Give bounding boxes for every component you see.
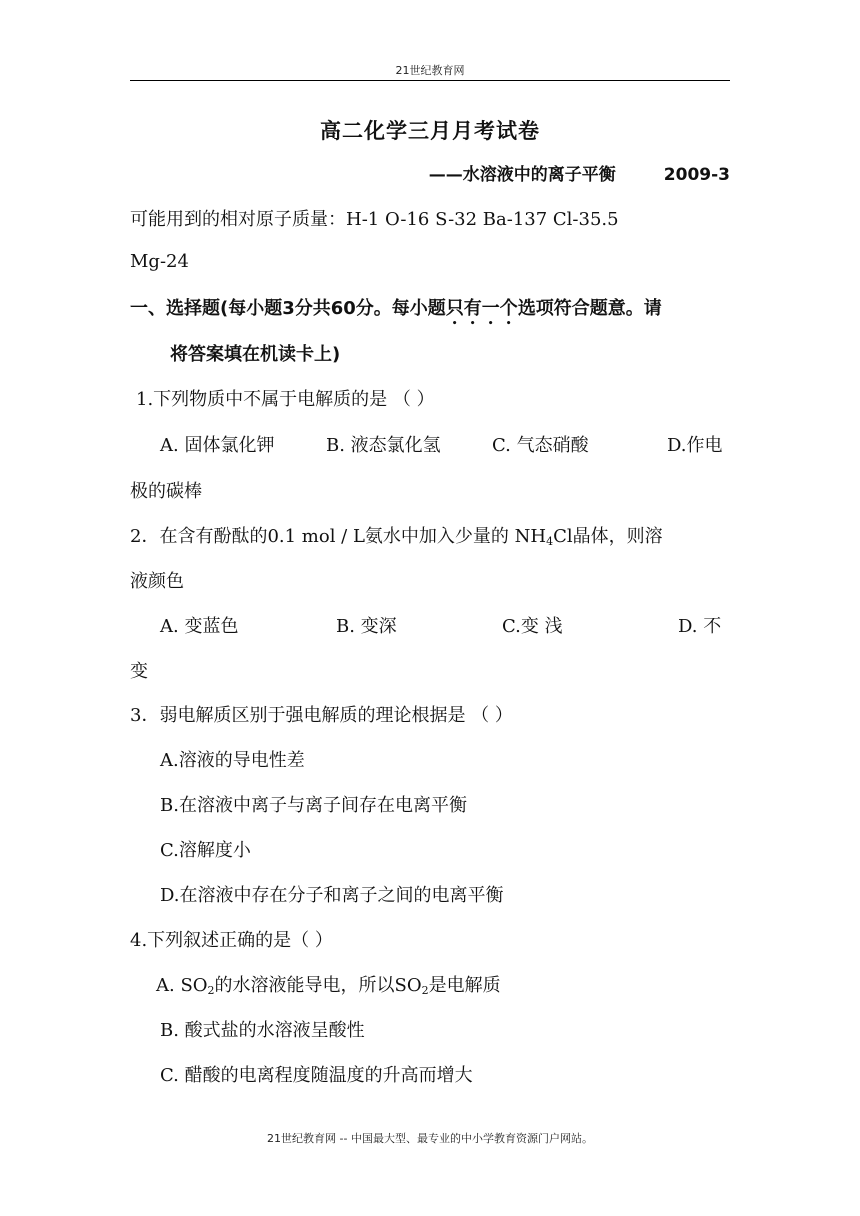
q1-option-a: A. 固体氯化钾 bbox=[160, 435, 275, 456]
page-footer: 21世纪教育网 -- 中国最大型、最专业的中小学教育资源门户网站。 bbox=[267, 1132, 593, 1145]
q2-option-a: A. 变蓝色 bbox=[160, 616, 239, 637]
q1-option-c: C. 气态硝酸 bbox=[492, 435, 589, 456]
q4-option-a-post: 是电解质 bbox=[428, 975, 501, 996]
q3-option-c: C.溶解度小 bbox=[160, 840, 251, 861]
q1-stem: 1.下列物质中不属于电解质的是 （ ） bbox=[136, 389, 435, 410]
q3-option-a: A.溶液的导电性差 bbox=[160, 750, 305, 771]
q2-stem-pre: 2．在含有酚酞的0.1 mol / L氨水中加入少量的 NH bbox=[130, 526, 547, 547]
q3-option-b: B.在溶液中离子与离子间存在电离平衡 bbox=[160, 795, 467, 816]
q2-stem-sub: 4 bbox=[546, 535, 554, 548]
q4-option-a bbox=[156, 971, 501, 997]
q2-option-b: B. 变深 bbox=[336, 616, 397, 637]
header-rule bbox=[130, 80, 730, 81]
atomic-masses-line2: Mg-24 bbox=[130, 251, 189, 272]
q3-stem: 3．弱电解质区别于强电解质的理论根据是 （ ） bbox=[130, 705, 513, 726]
q2-option-d: D. 不 bbox=[678, 616, 722, 637]
subtitle-text: ——水溶液中的离子平衡 bbox=[428, 165, 616, 185]
q4-option-b: B. 酸式盐的水溶液呈酸性 bbox=[160, 1020, 365, 1041]
section1-emphasis: 只有一个 bbox=[445, 298, 518, 319]
exam-subtitle bbox=[429, 160, 730, 185]
q2-option-c: C.变 浅 bbox=[502, 616, 563, 637]
q1-option-d-cont: 极的碳棒 bbox=[130, 481, 202, 502]
q2-option-d-cont: 变 bbox=[130, 661, 148, 682]
page-header: 21世纪教育网 bbox=[395, 64, 465, 77]
section1-heading-line2: 将答案填在机读卡上) bbox=[170, 344, 341, 365]
q2-stem-post: Cl晶体，则溶 bbox=[553, 526, 663, 547]
q4-stem: 4.下列叙述正确的是（ ） bbox=[130, 930, 333, 951]
q4-option-a-pre: A. SO bbox=[156, 975, 208, 996]
q4-option-a-sub1: 2 bbox=[207, 984, 215, 997]
q4-option-c: C. 醋酸的电离程度随温度的升高而增大 bbox=[160, 1065, 473, 1086]
q2-stem bbox=[130, 522, 663, 548]
q1-option-d: D.作电 bbox=[667, 435, 723, 456]
q2-stem-cont: 液颜色 bbox=[130, 571, 184, 592]
q4-option-a-mid: 的水溶液能导电，所以SO bbox=[214, 975, 422, 996]
q3-option-d: D.在溶液中存在分子和离子之间的电离平衡 bbox=[160, 885, 504, 906]
section1-part2: 选项符合题意。请 bbox=[517, 298, 662, 319]
exam-date: 2009-3 bbox=[663, 165, 730, 185]
q4-option-a-sub2: 2 bbox=[421, 984, 429, 997]
section1-part1: 一、选择题(每小题3分共60分。每小题 bbox=[130, 298, 446, 319]
exam-title: 高二化学三月月考试卷 bbox=[320, 119, 540, 143]
section1-heading bbox=[130, 294, 662, 329]
atomic-masses-line1: 可能用到的相对原子质量：H-1 O-16 S-32 Ba-137 Cl-35.5 bbox=[130, 209, 619, 230]
q1-option-b: B. 液态氯化氢 bbox=[326, 435, 441, 456]
